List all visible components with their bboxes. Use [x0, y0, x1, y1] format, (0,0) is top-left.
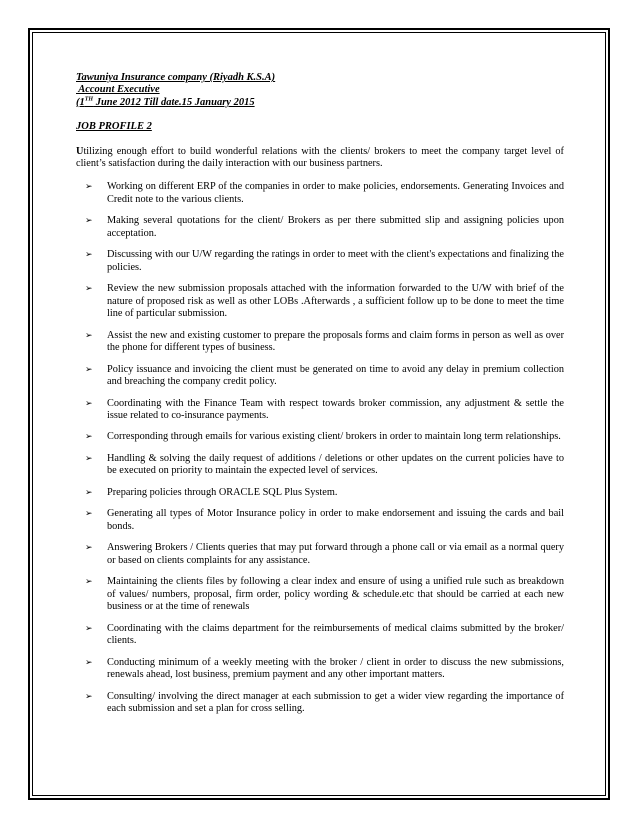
- arrow-bullet-icon: ➢: [85, 623, 93, 634]
- list-item-text: Handling & solving the daily request of additions / deletions or other updates on the current policies have to be executed on priority to maintain the expected level of services.: [107, 452, 564, 477]
- date-prefix: (1: [76, 96, 85, 108]
- list-item: [76, 398, 564, 423]
- list-item: [76, 364, 564, 389]
- list-item-text: Policy issuance and invoicing the client must be generated on time to avoid any delay in premium collection and breaching the company credit policy.: [107, 363, 564, 388]
- arrow-bullet-icon: ➢: [85, 487, 93, 498]
- resume-content: [76, 72, 564, 725]
- arrow-bullet-icon: ➢: [85, 657, 93, 668]
- company-line: Tawuniya Insurance company (Riyadh K.S.A): [76, 72, 276, 83]
- list-item-text: Making several quotations for the client/ Brokers as per there submitted slip and assigning policies upon acceptation.: [107, 214, 564, 239]
- arrow-bullet-icon: ➢: [85, 691, 93, 702]
- list-item-text: Coordinating with the claims department for the reimbursements of medical claims submitted by the broker/ clients.: [107, 622, 564, 647]
- list-item-text: Review the new submission proposals attached with the information forwarded to the U/W with brief of the nature of proposed risk as well as other LOBs .Afterwards , a sufficient follow up to be done to meet the time line of particular submission.: [107, 282, 564, 320]
- arrow-bullet-icon: ➢: [85, 432, 93, 443]
- list-item-text: Answering Brokers / Clients queries that may put forward through a phone call or via email as a normal query or based on clients complaints for any assistance.: [107, 542, 564, 566]
- list-item-text: Conducting minimum of a weekly meeting with the broker / client in order to discuss the new submissions, renewals ahead, lost business, premium payment and any other important matters.: [107, 656, 564, 681]
- intro-paragraph: [76, 146, 564, 171]
- employment-dates: [76, 97, 564, 109]
- list-item-text: Generating all types of Motor Insurance policy in order to make endorsement and issuing the cards and bail bonds.: [107, 508, 564, 532]
- list-item: [76, 542, 564, 567]
- list-item: [76, 249, 564, 274]
- arrow-bullet-icon: ➢: [85, 509, 93, 520]
- list-item: [76, 657, 564, 682]
- job-profile-title: JOB PROFILE 2: [76, 121, 152, 133]
- arrow-bullet-icon: ➢: [85, 577, 93, 588]
- responsibilities-list: [76, 181, 564, 716]
- job-title-line: Account Executive: [76, 84, 160, 96]
- list-item-text: Maintaining the clients files by following a clear index and ensure of using a unified rule such as breakdown of values/ numbers, proposal, firm order, policy wording & schedule.etc that should be carried at each new business or at the time of renewals: [107, 576, 564, 613]
- list-item: [76, 330, 564, 355]
- list-item: [76, 508, 564, 533]
- list-item: [76, 691, 564, 716]
- list-item-text: Coordinating with the Finance Team with respect towards broker commission, any adjustment & settle the issue related to co-insurance payments.: [107, 397, 564, 422]
- arrow-bullet-icon: ➢: [85, 398, 93, 409]
- arrow-bullet-icon: ➢: [85, 330, 93, 341]
- arrow-bullet-icon: ➢: [85, 364, 93, 375]
- list-item: [76, 576, 564, 614]
- list-item: [76, 181, 564, 206]
- arrow-bullet-icon: ➢: [85, 182, 93, 192]
- list-item-text: Consulting/ involving the direct manager at each submission to get a wider view regarding the importance of each submission and set a plan for cross selling.: [107, 690, 564, 715]
- arrow-bullet-icon: ➢: [85, 249, 93, 260]
- list-item: [76, 215, 564, 240]
- list-item-text: Discussing with our U/W regarding the ratings in order to meet with the client's expectations and finalizing the policies.: [107, 248, 564, 273]
- intro-text: tilizing enough effort to build wonderful relations with the clients/ brokers to meet the company target level of client’s satisfaction during the daily interaction with our business partners.: [76, 145, 564, 170]
- arrow-bullet-icon: ➢: [85, 453, 93, 464]
- list-item-text: Preparing policies through ORACLE SQL Plus System.: [107, 486, 338, 498]
- intro-first-letter: U: [76, 145, 84, 157]
- list-item: [76, 623, 564, 648]
- list-item: [76, 487, 564, 500]
- list-item-text: Corresponding through emails for various existing client/ brokers in order to maintain long term relationships.: [107, 431, 561, 443]
- list-item-text: Assist the new and existing customer to prepare the proposals forms and claim forms in person as well as over the phone for different types of business.: [107, 329, 564, 354]
- arrow-bullet-icon: ➢: [85, 283, 93, 294]
- list-item: [76, 283, 564, 321]
- date-suffix: June 2012 Till date.15 January 2015: [93, 96, 255, 108]
- arrow-bullet-icon: ➢: [85, 543, 93, 554]
- list-item: [76, 431, 564, 444]
- date-superscript: TH: [84, 96, 94, 103]
- arrow-bullet-icon: ➢: [85, 215, 93, 226]
- list-item: [76, 453, 564, 478]
- list-item-text: Working on different ERP of the companies in order to make policies, endorsements. Generating Invoices and Credit note to the various clients.: [107, 181, 564, 205]
